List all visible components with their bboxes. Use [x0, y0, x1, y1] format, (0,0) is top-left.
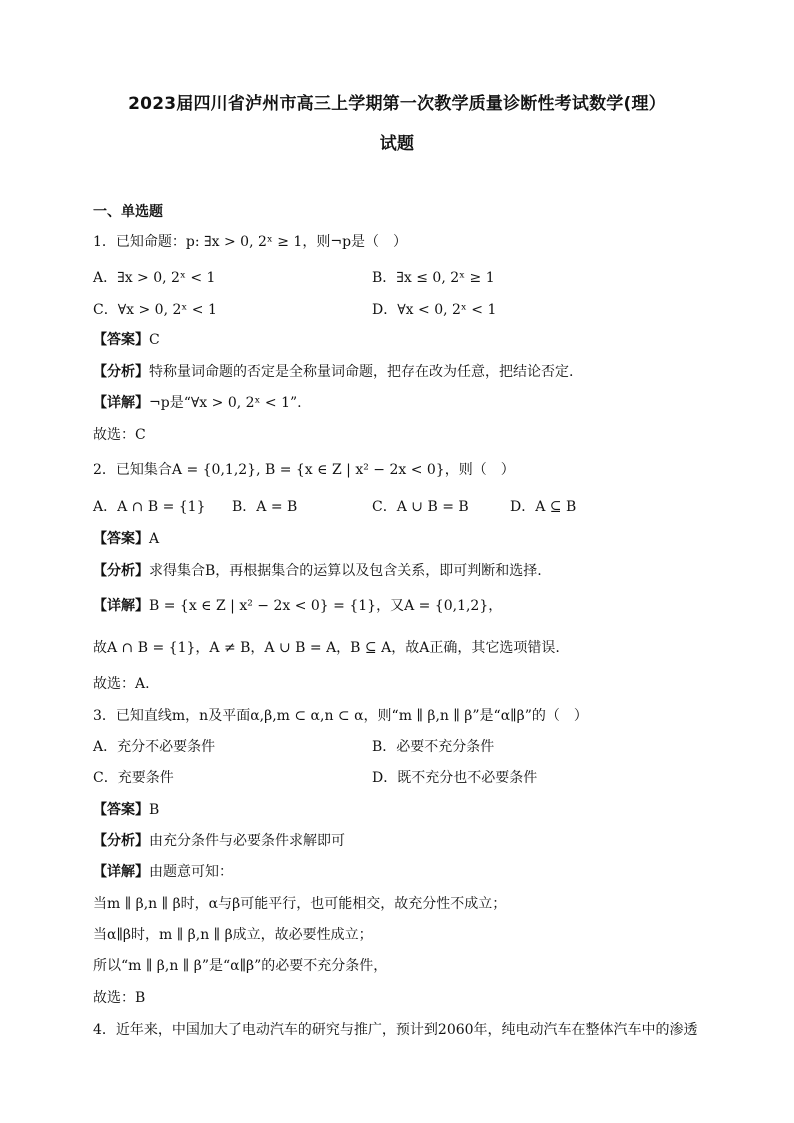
question-1-choice: 故选：C [93, 427, 146, 443]
analysis-text: 由充分条件与必要条件求解即可 [149, 833, 345, 849]
question-3-answer [93, 800, 159, 820]
question-2-detail-continued: 故A ∩ B = {1}，A ≠ B，A ∪ B = A，B ⊆ A，故A正确，其它选项错误. [93, 640, 560, 656]
question-3-analysis [93, 831, 345, 851]
question-2-option-b: B．A = B [232, 499, 298, 515]
question-2-option-d: D．A ⊆ B [510, 499, 577, 515]
question-4-stem: 4．近年来，中国加大了电动汽车的研究与推广，预计到2060年，纯电动汽车在整体汽车中的渗透 [93, 1022, 698, 1038]
question-1-option-d: D．∀x < 0, 2ˣ < 1 [372, 302, 497, 318]
question-1-option-b: B．∃x ≤ 0, 2ˣ ≥ 1 [372, 270, 495, 286]
analysis-text: 特称量词命题的否定是全称量词命题，把存在改为任意，把结论否定. [149, 364, 574, 380]
question-2-detail [93, 596, 502, 616]
page-title: 2023届四川省泸州市高三上学期第一次教学质量诊断性考试数学(理） [128, 94, 666, 114]
question-1-option-c: C．∀x > 0, 2ˣ < 1 [93, 302, 217, 318]
question-3-option-a: A．充分不必要条件 [93, 739, 216, 755]
question-1-detail [93, 393, 302, 413]
question-3-option-c: C．充要条件 [93, 770, 174, 786]
answer-value: C [149, 332, 160, 348]
question-2-analysis [93, 561, 542, 581]
page-title-continued: 试题 [379, 134, 415, 154]
question-3-option-d: D．既不充分也不必要条件 [372, 770, 538, 786]
answer-tag: 【答案】 [93, 332, 149, 348]
question-1-answer [93, 330, 160, 350]
question-1-analysis [93, 362, 573, 382]
question-1-option-a: A．∃x > 0, 2ˣ < 1 [93, 270, 216, 286]
detail-text: 由题意可知： [149, 864, 233, 880]
question-3-detail-line-1: 当m ∥ β,n ∥ β时，α与β可能平行，也可能相交，故充分性不成立； [93, 896, 507, 912]
analysis-tag: 【分析】 [93, 364, 149, 380]
detail-tag: 【详解】 [93, 598, 149, 614]
question-2-option-a: A．A ∩ B = {1} [93, 499, 206, 515]
question-2-answer [93, 529, 159, 549]
answer-value: A [149, 531, 160, 547]
analysis-tag: 【分析】 [93, 833, 149, 849]
answer-tag: 【答案】 [93, 531, 149, 547]
question-3-option-b: B．必要不充分条件 [372, 739, 495, 755]
answer-tag: 【答案】 [93, 802, 149, 818]
question-3-stem: 3．已知直线m，n及平面α,β,m ⊂ α,n ⊂ α，则“m ∥ β,n ∥ β”是“α∥β”的（ ） [93, 708, 588, 724]
section-heading: 一、单选题 [93, 204, 163, 220]
question-3-detail-line-2: 当α∥β时，m ∥ β,n ∥ β成立，故必要性成立； [93, 927, 373, 943]
answer-value: B [149, 802, 160, 818]
question-2-option-c: C．A ∪ B = B [372, 499, 469, 515]
analysis-text: 求得集合B，再根据集合的运算以及包含关系，即可判断和选择. [149, 563, 542, 579]
analysis-tag: 【分析】 [93, 563, 149, 579]
detail-text: ¬p是“∀x > 0, 2ˣ < 1”. [149, 395, 302, 411]
detail-tag: 【详解】 [93, 864, 149, 880]
question-2-choice: 故选：A. [93, 676, 150, 692]
question-3-choice: 故选：B [93, 990, 146, 1006]
question-1-stem: 1．已知命题：p: ∃x > 0, 2ˣ ≥ 1，则¬p是（ ） [93, 234, 408, 250]
question-3-detail [93, 862, 233, 882]
detail-tag: 【详解】 [93, 395, 149, 411]
detail-text: B = {x ∈ Z | x² − 2x < 0} = {1}，又A = {0,1,2}， [149, 598, 503, 614]
question-2-stem: 2．已知集合A = {0,1,2}, B = {x ∈ Z | x² − 2x < 0}，则（ ） [93, 462, 515, 478]
question-3-detail-line-3: 所以“m ∥ β,n ∥ β”是“α∥β”的必要不充分条件， [93, 958, 388, 974]
